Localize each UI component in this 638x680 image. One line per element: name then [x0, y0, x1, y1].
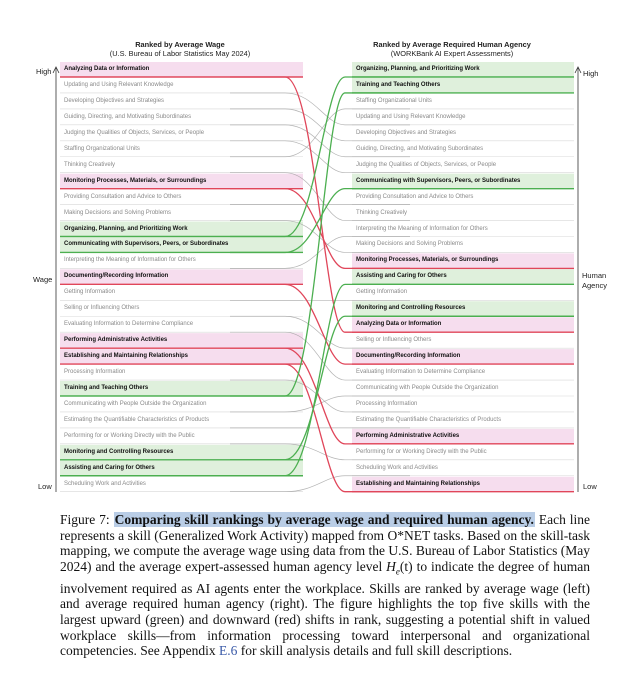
left-skill-staffing-organizational-units: Staffing Organizational Units	[64, 145, 140, 152]
left-skill-performing-administrative-activities: Performing Administrative Activities	[64, 337, 168, 344]
left-skill-training-and-teaching-others: Training and Teaching Others	[64, 385, 149, 391]
right-skill-updating-and-using-relevant-knowledge: Updating and Using Relevant Knowledge	[356, 113, 466, 120]
left-axis-title: Wage	[33, 275, 53, 284]
right-skill-evaluating-information-to-determine-compliance: Evaluating Information to Determine Compliance	[356, 369, 486, 376]
left-panel-title: Ranked by Average Wage (U.S. Bureau of Labor Statistics May 2024)	[109, 40, 251, 58]
right-skill-making-decisions-and-solving-problems: Making Decisions and Solving Problems	[356, 241, 464, 248]
left-skill-processing-information: Processing Information	[64, 369, 126, 376]
caption-title: Comparing skill rankings by average wage and required human agency.	[114, 512, 534, 527]
left-skill-organizing-planning-and-prioritizing-work: Organizing, Planning, and Prioritizing Work	[64, 225, 188, 232]
left-skill-monitoring-and-controlling-resources: Monitoring and Controlling Resources	[64, 448, 174, 455]
caption-math-symbol: H	[386, 559, 396, 575]
right-skill-guiding-directing-and-motivating-subordinates: Guiding, Directing, and Motivating Subordinates	[356, 145, 484, 152]
left-skill-judging-the-qualities-of-objects-services-or-people: Judging the Qualities of Objects, Services, or People	[64, 129, 205, 136]
left-skill-selling-or-influencing-others: Selling or Influencing Others	[64, 305, 140, 312]
left-skill-communicating-with-people-outside-the-organization: Communicating with People Outside the Organization	[64, 400, 207, 407]
left-skill-guiding-directing-and-motivating-subordinates: Guiding, Directing, and Motivating Subordinates	[64, 113, 192, 120]
right-skill-assisting-and-caring-for-others: Assisting and Caring for Others	[356, 273, 447, 280]
left-skill-analyzing-data-or-information: Analyzing Data or Information	[64, 66, 150, 72]
left-skill-scheduling-work-and-activities: Scheduling Work and Activities	[64, 480, 146, 487]
left-skill-making-decisions-and-solving-problems: Making Decisions and Solving Problems	[64, 209, 172, 216]
caption-text-3: for skill analysis details and full skill descriptions.	[237, 643, 513, 659]
right-skill-communicating-with-supervisors-peers-or-subordinates: Communicating with Supervisors, Peers, or Subordinates	[356, 177, 521, 184]
right-skill-processing-information: Processing Information	[356, 400, 418, 407]
left-skill-getting-information: Getting Information	[64, 289, 116, 296]
appendix-link[interactable]: E.6	[218, 643, 238, 659]
left-skill-updating-and-using-relevant-knowledge: Updating and Using Relevant Knowledge	[64, 81, 174, 88]
right-skill-providing-consultation-and-advice-to-others: Providing Consultation and Advice to Others	[356, 193, 474, 200]
left-skill-evaluating-information-to-determine-compliance: Evaluating Information to Determine Compliance	[64, 321, 194, 328]
left-skill-communicating-with-supervisors-peers-or-subordinates: Communicating with Supervisors, Peers, or Subordinates	[64, 241, 229, 248]
right-panel-title: Ranked by Average Required Human Agency (WORKBank AI Expert Assessments)	[373, 40, 531, 58]
left-skill-estimating-the-quantifiable-characteristics-of-products: Estimating the Quantifiable Characteristics of Products	[64, 416, 210, 423]
right-skill-interpreting-the-meaning-of-information-for-others: Interpreting the Meaning of Information for Others	[356, 225, 488, 232]
right-skill-estimating-the-quantifiable-characteristics-of-products: Estimating the Quantifiable Characteristics of Products	[356, 416, 502, 423]
left-skill-documenting-recording-information: Documenting/Recording Information	[64, 273, 169, 280]
right-skill-selling-or-influencing-others: Selling or Influencing Others	[356, 337, 432, 344]
right-skill-scheduling-work-and-activities: Scheduling Work and Activities	[356, 464, 438, 471]
left-axis-high-label: High	[36, 67, 52, 76]
left-skill-establishing-and-maintaining-relationships: Establishing and Maintaining Relationships	[64, 353, 189, 360]
right-axis-title-2: Agency	[582, 281, 608, 290]
caption-text-2: to indicate the degree of human involvement required as AI agents enter the workplace. Skills are ranked by average wage (left) and average required human agency (right). The figure highlights the top five skills with the largest upward (green) and downward (red) shifts in rank, suggesting a potential shift in valued workplace skills—from information processing toward interpersonal and organizational competencies. See Appendix	[60, 559, 590, 659]
right-skill-performing-for-or-working-directly-with-the-public: Performing for or Working Directly with the Public	[356, 448, 487, 455]
right-axis-title-1: Human	[582, 271, 607, 280]
right-skill-performing-administrative-activities: Performing Administrative Activities	[356, 432, 460, 439]
right-skill-monitoring-and-controlling-resources: Monitoring and Controlling Resources	[356, 305, 466, 312]
right-axis-low-label: Low	[583, 482, 597, 491]
caption-text-1: Each line represents a skill (Generalized Work Activity) mapped from O*NET tasks. Based on the skill-task mapping, we compute the average wage using data from the U.S. Bureau of Labor Statistics (May 2024) and the average expert-assessed human agency level	[60, 512, 591, 575]
right-skill-analyzing-data-or-information: Analyzing Data or Information	[356, 321, 442, 328]
caption-math-subscript: e	[395, 566, 400, 577]
left-skill-monitoring-processes-materials-or-surroundings: Monitoring Processes, Materials, or Surroundings	[64, 177, 207, 184]
right-skill-training-and-teaching-others: Training and Teaching Others	[356, 81, 441, 88]
left-skill-thinking-creatively: Thinking Creatively	[64, 161, 116, 168]
right-skill-monitoring-processes-materials-or-surroundings: Monitoring Processes, Materials, or Surroundings	[356, 257, 499, 264]
caption-math-arg: (t)	[399, 559, 413, 575]
caption-label: Figure 7:	[60, 512, 110, 527]
left-axis-low-label: Low	[38, 482, 52, 491]
left-skill-developing-objectives-and-strategies: Developing Objectives and Strategies	[64, 97, 165, 104]
left-skill-performing-for-or-working-directly-with-the-public: Performing for or Working Directly with the Public	[64, 432, 195, 439]
right-skill-judging-the-qualities-of-objects-services-or-people: Judging the Qualities of Objects, Services, or People	[356, 161, 497, 168]
right-skill-getting-information: Getting Information	[356, 289, 408, 296]
figure-caption	[60, 512, 590, 659]
right-skill-documenting-recording-information: Documenting/Recording Information	[356, 353, 461, 360]
left-skill-assisting-and-caring-for-others: Assisting and Caring for Others	[64, 464, 155, 471]
right-skill-communicating-with-people-outside-the-organization: Communicating with People Outside the Organization	[356, 385, 499, 391]
right-skill-organizing-planning-and-prioritizing-work: Organizing, Planning, and Prioritizing Work	[356, 66, 480, 72]
left-skill-interpreting-the-meaning-of-information-for-others: Interpreting the Meaning of Information for Others	[64, 257, 196, 264]
right-skill-developing-objectives-and-strategies: Developing Objectives and Strategies	[356, 129, 457, 136]
right-skill-establishing-and-maintaining-relationships: Establishing and Maintaining Relationships	[356, 480, 481, 487]
right-axis-high-label: High	[583, 69, 599, 78]
left-skill-providing-consultation-and-advice-to-others: Providing Consultation and Advice to Others	[64, 193, 182, 200]
right-skill-staffing-organizational-units: Staffing Organizational Units	[356, 97, 432, 104]
right-skill-thinking-creatively: Thinking Creatively	[356, 209, 408, 216]
